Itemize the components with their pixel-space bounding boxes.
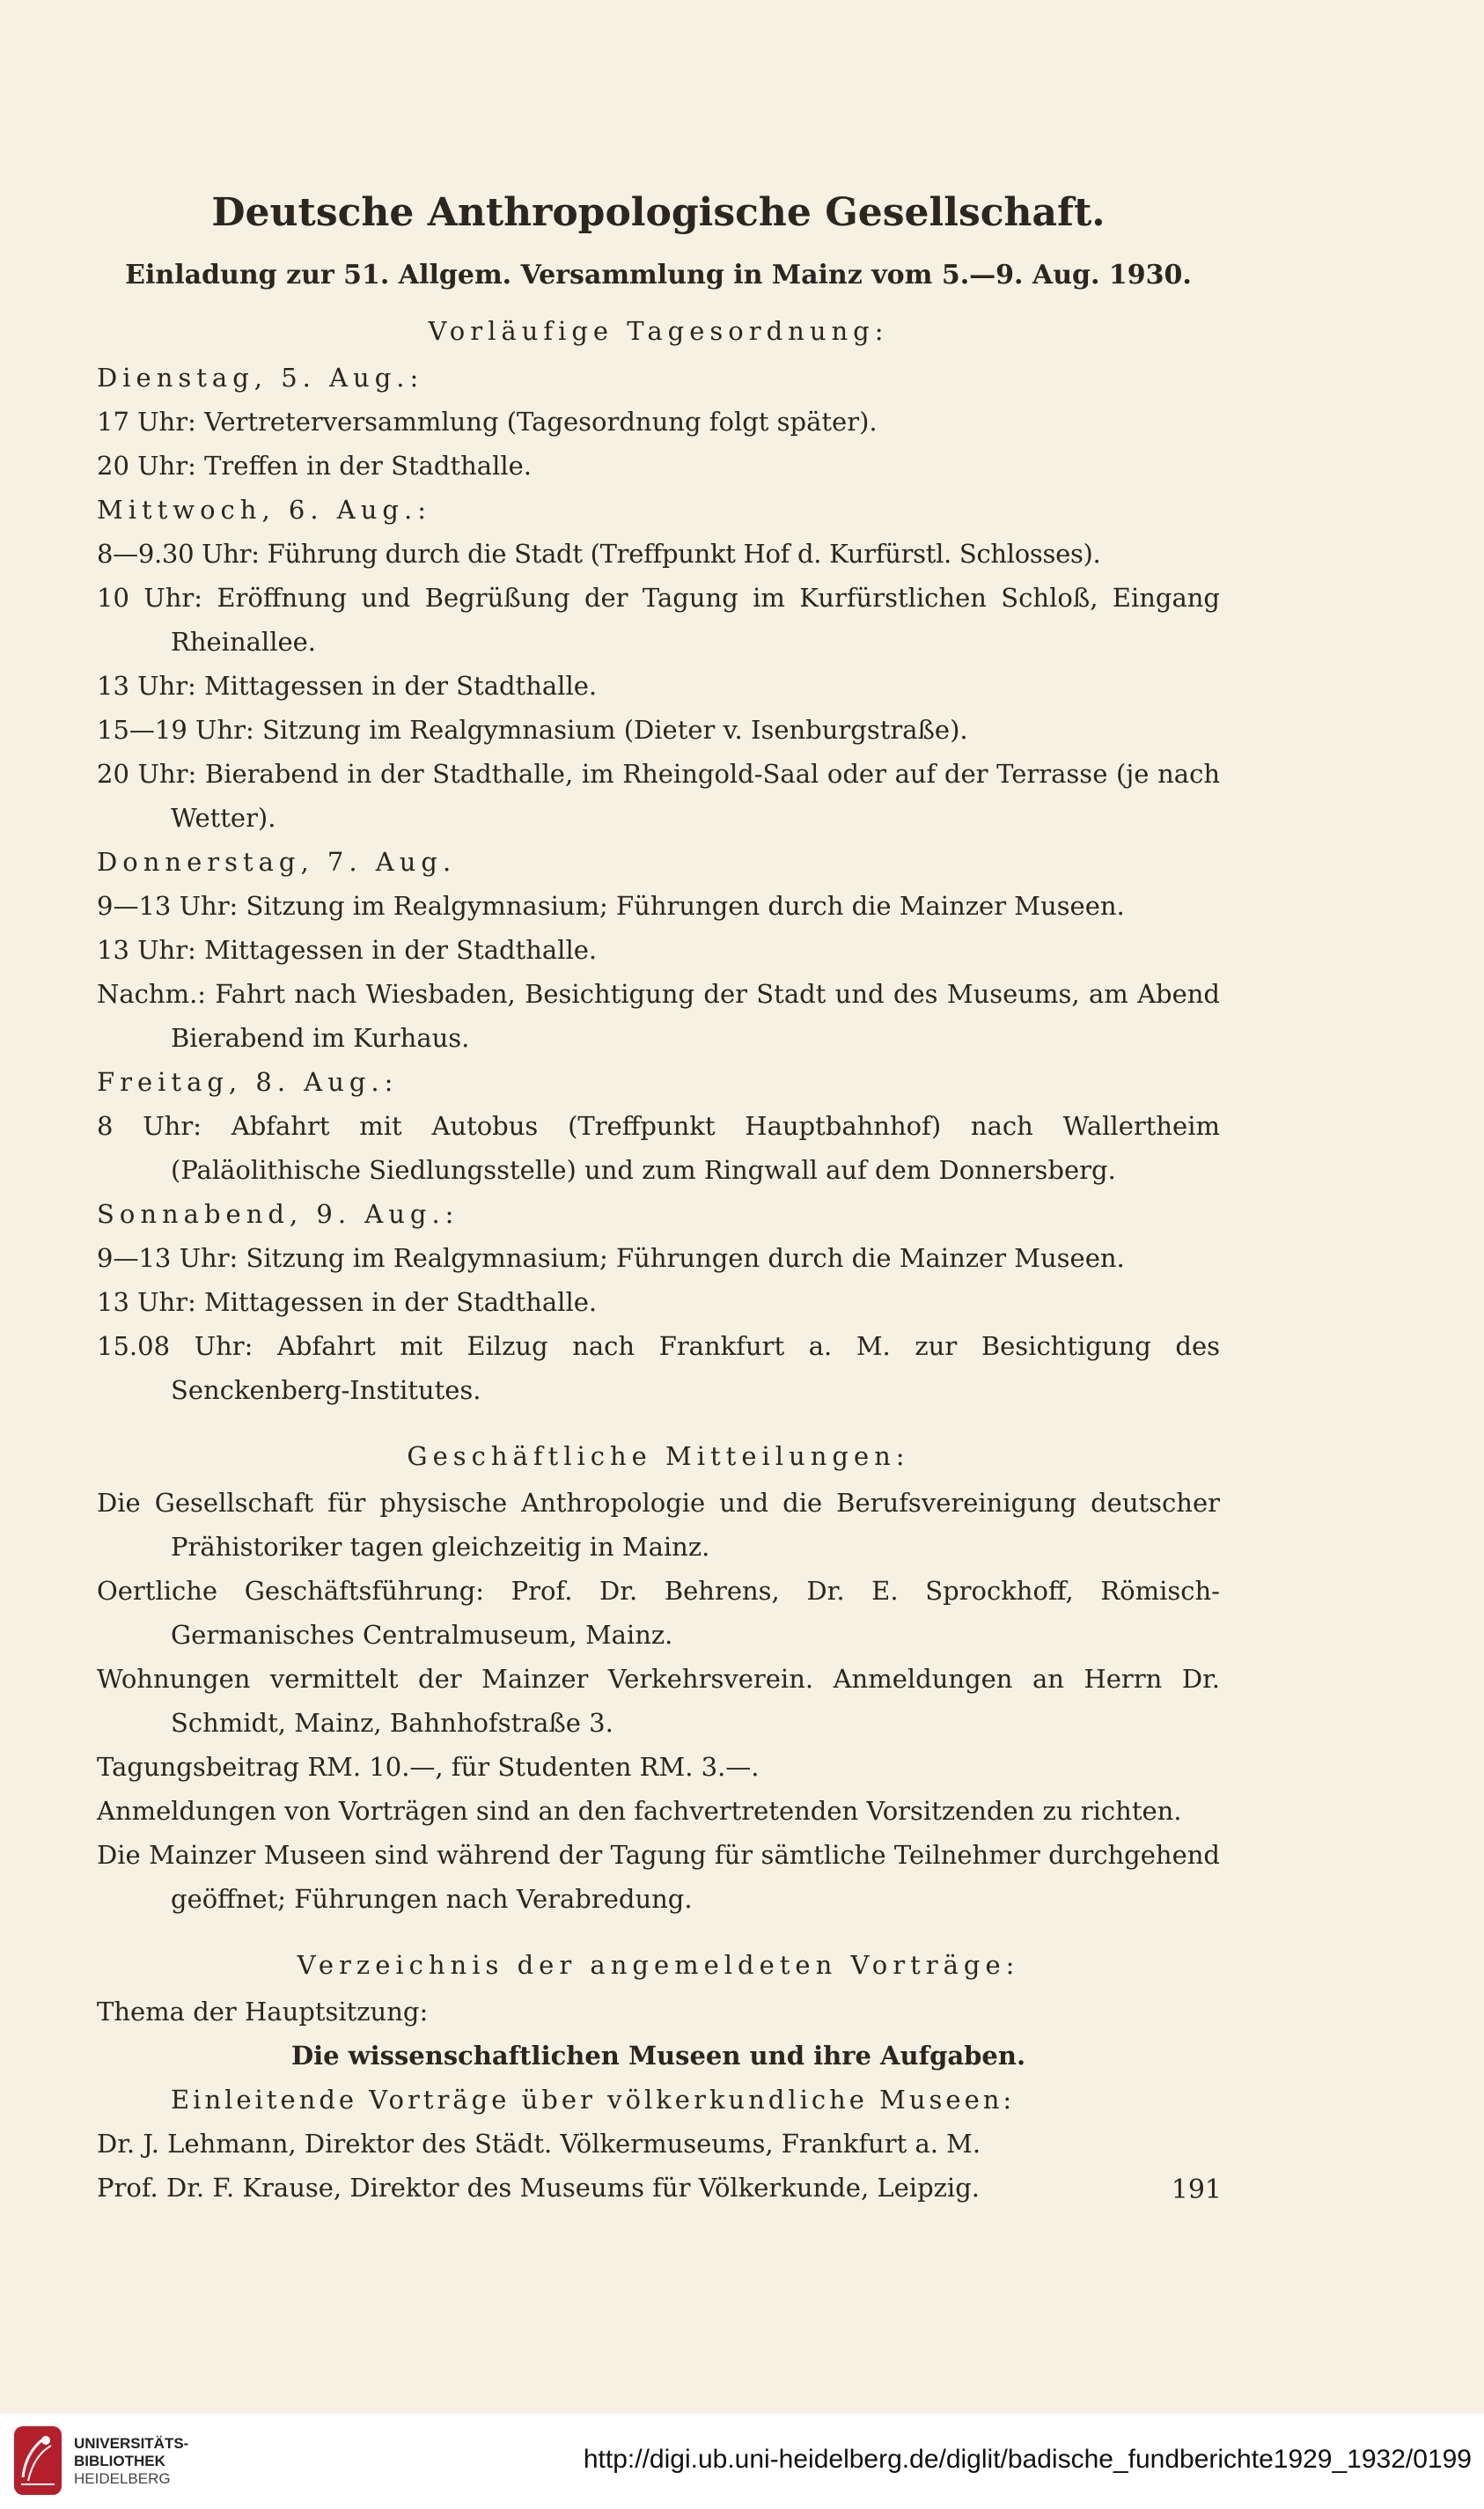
agenda-entry: 20 Uhr: Treffen in der Stadthalle. (97, 451, 533, 481)
speaker-entry: Prof. Dr. F. Krause, Direktor des Museums für Völkerkunde, Leipzig. (97, 2173, 980, 2203)
agenda-day-thursday (97, 840, 1220, 1060)
notices-list (97, 1481, 1220, 1921)
day-label: Dienstag, 5. Aug.: (97, 363, 424, 393)
agenda-day-saturday (97, 1192, 1220, 1412)
notice-paragraph: Wohnungen vermittelt der Mainzer Verkehrsverein. Anmeldungen an Herrn Dr. Schmidt, Mainz, Bahnhofstraße 3. (97, 1664, 1220, 1738)
library-name-line: UNIVERSITÄTS- (74, 2435, 189, 2452)
notices-heading: Geschäftliche Mitteilungen: (407, 1441, 910, 1471)
theme-title: Die wissenschaftlichen Museen und ihre Aufgaben. (290, 2041, 1026, 2071)
agenda-entry: 10 Uhr: Eröffnung und Begrüßung der Tagung im Kurfürstlichen Schloß, Eingang Rheinallee. (97, 583, 1220, 657)
agenda-heading: Vorläufige Tagesordnung: (428, 316, 889, 346)
agenda-entry: 15—19 Uhr: Sitzung im Realgymnasium (Dieter v. Isenburgstraße). (97, 715, 968, 745)
invitation-subtitle: Einladung zur 51. Allgem. Versammlung in Mainz vom 5.—9. Aug. 1930. (125, 260, 1192, 291)
agenda-entry: 20 Uhr: Bierabend in der Stadthalle, im Rheingold-Saal oder auf der Terrasse (je nach Wetter). (97, 759, 1220, 833)
page-number: 191 (1171, 2174, 1222, 2205)
notice-paragraph: Oertliche Geschäftsführung: Prof. Dr. Behrens, Dr. E. Sprockhoff, Römisch-Germanisches Centralmuseum, Mainz. (97, 1576, 1220, 1650)
agenda-entry: 15.08 Uhr: Abfahrt mit Eilzug nach Frankfurt a. M. zur Besichtigung des Senckenberg-Institutes. (97, 1331, 1220, 1405)
agenda-day-wednesday (97, 488, 1220, 840)
agenda-entry: 8—9.30 Uhr: Führung durch die Stadt (Treffpunkt Hof d. Kurfürstl. Schlosses). (97, 539, 1101, 569)
agenda-entry: 9—13 Uhr: Sitzung im Realgymnasium; Führungen durch die Mainzer Museen. (97, 891, 1125, 921)
library-name (74, 2435, 188, 2488)
agenda-entry: 13 Uhr: Mittagessen in der Stadthalle. (97, 1287, 598, 1317)
source-url-link[interactable]: http://digi.ub.uni-heidelberg.de/diglit/badische_fundberichte1929_1932/0199 (583, 2445, 1472, 2474)
day-label: Donnerstag, 7. Aug. (97, 847, 457, 877)
page-title: Deutsche Anthropologische Gesellschaft. (211, 190, 1106, 235)
agenda-entry: 8 Uhr: Abfahrt mit Autobus (Treffpunkt Hauptbahnhof) nach Wallertheim (Paläolithische Siedlungsstelle) und zum Ringwall auf dem Donnersberg. (97, 1111, 1220, 1185)
agenda-day-friday (97, 1060, 1220, 1192)
day-label: Freitag, 8. Aug.: (97, 1067, 399, 1097)
notice-paragraph: Die Mainzer Museen sind während der Tagung für sämtliche Teilnehmer durchgehend geöffnet; Führungen nach Verabredung. (97, 1840, 1220, 1914)
day-label: Mittwoch, 6. Aug.: (97, 495, 431, 525)
digitization-footer (0, 2414, 1484, 2509)
library-name-line: BIBLIOTHEK (74, 2453, 165, 2469)
speaker-entry: Dr. J. Lehmann, Direktor des Städt. Völkermuseums, Frankfurt a. M. (97, 2129, 981, 2159)
lectures-heading: Verzeichnis der angemeldeten Vorträge: (297, 1950, 1020, 1980)
lectures-intro: Einleitende Vorträge über völkerkundliche Museen: (171, 2085, 1016, 2115)
day-label: Sonnabend, 9. Aug.: (97, 1199, 459, 1229)
notice-paragraph: Tagungsbeitrag RM. 10.—, für Studenten RM. 3.—. (97, 1752, 760, 1782)
agenda-entry: 13 Uhr: Mittagessen in der Stadthalle. (97, 935, 598, 965)
agenda-entry: 9—13 Uhr: Sitzung im Realgymnasium; Führungen durch die Mainzer Museen. (97, 1243, 1125, 1273)
agenda-entry: Nachm.: Fahrt nach Wiesbaden, Besichtigung der Stadt und des Museums, am Abend Bierabend im Kurhaus. (97, 979, 1220, 1053)
university-seal-icon (14, 2426, 62, 2495)
notice-paragraph: Anmeldungen von Vorträgen sind an den fachvertretenden Vorsitzenden zu richten. (97, 1796, 1182, 1826)
library-name-line: HEIDELBERG (74, 2470, 171, 2487)
agenda-entry: 17 Uhr: Vertreterversammlung (Tagesordnung folgt später). (97, 407, 878, 437)
agenda-day-tuesday (97, 356, 1220, 488)
notice-paragraph: Die Gesellschaft für physische Anthropologie und die Berufsvereinigung deutscher Prähistoriker tagen gleichzeitig in Mainz. (97, 1488, 1220, 1562)
page-text (97, 187, 1220, 2210)
agenda-entry: 13 Uhr: Mittagessen in der Stadthalle. (97, 671, 598, 701)
theme-label: Thema der Hauptsitzung: (97, 1997, 429, 2027)
